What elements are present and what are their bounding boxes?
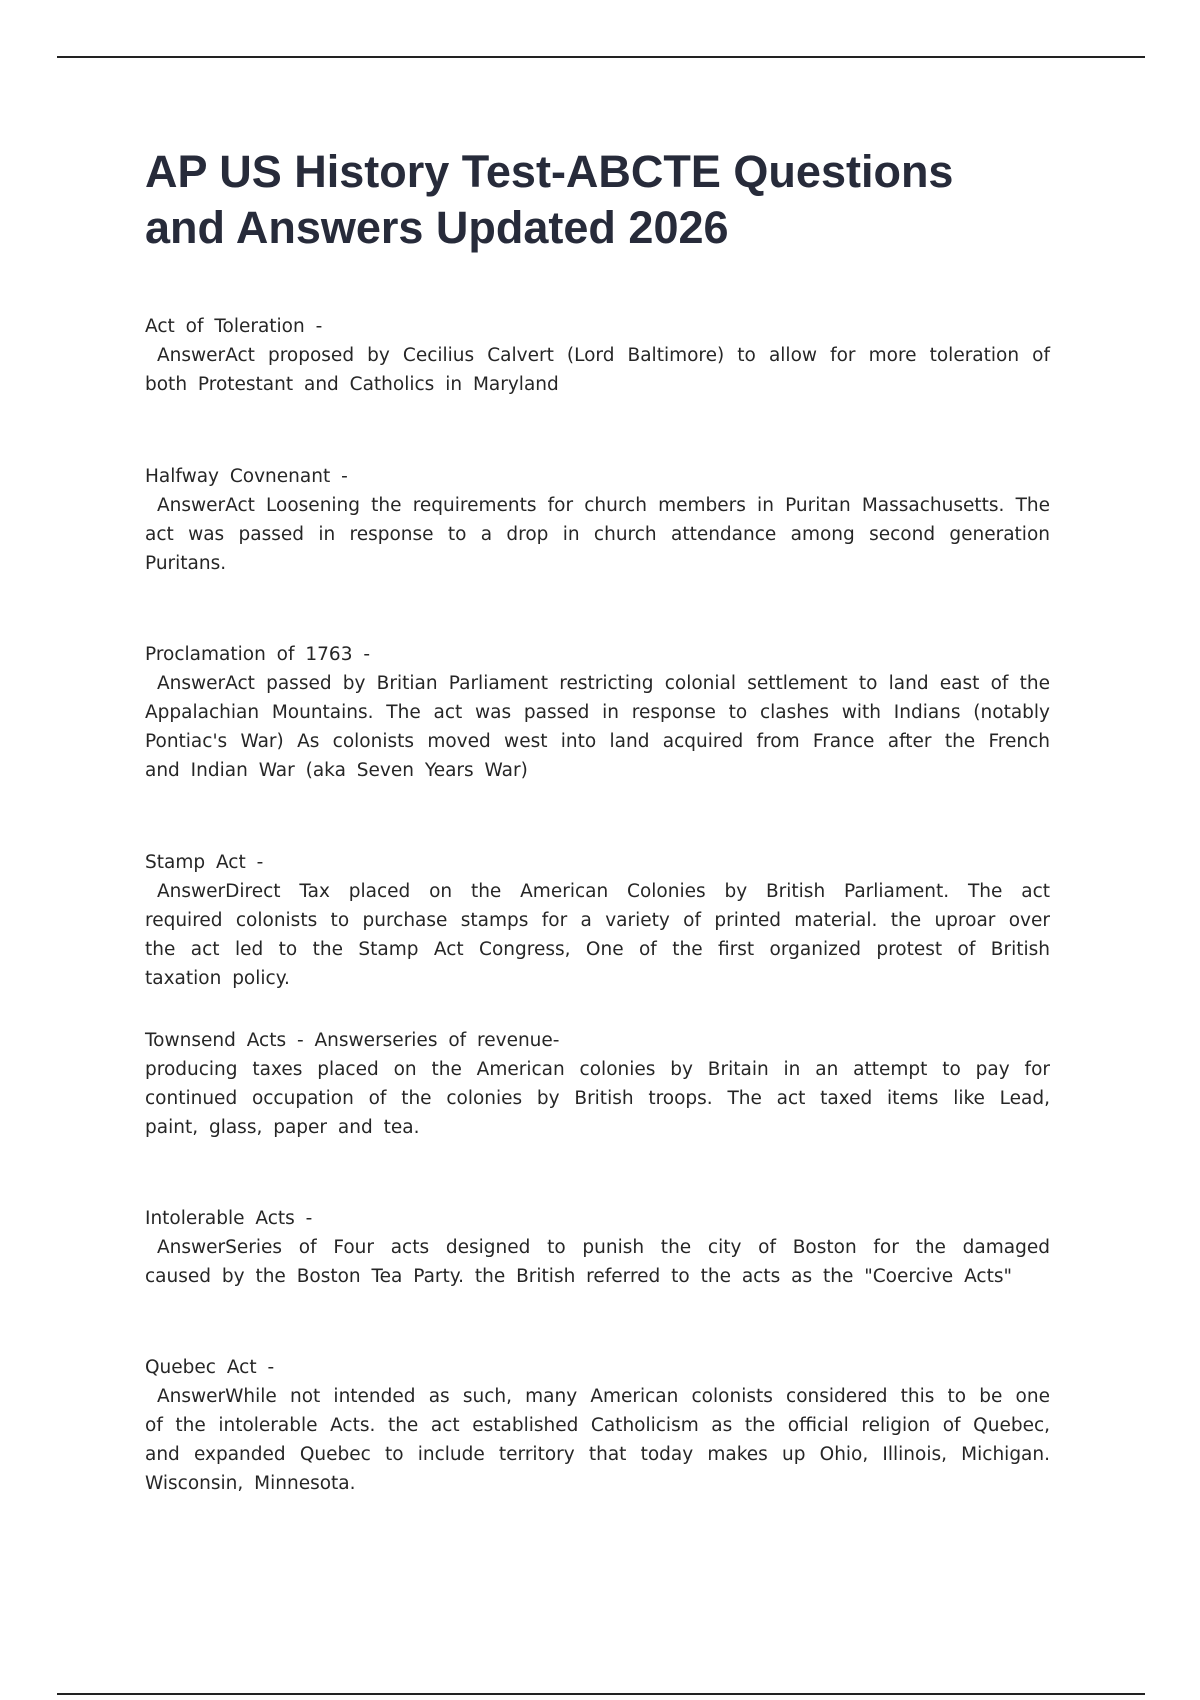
page-title: AP US History Test-ABCTE Questions and Answers Updated 2026 <box>145 146 954 253</box>
entry-halfway-covenant <box>145 462 1050 578</box>
entry-quebec-act <box>145 1353 1050 1498</box>
bottom-divider <box>57 1693 1145 1695</box>
entry-stamp-act <box>145 848 1050 993</box>
entry-answer: AnswerAct Loosening the requirements for church members in Puritan Massachusetts. The act was passed in response to a drop in church attendance among second generation Puritans. <box>145 495 1050 574</box>
entry-term: Act of Toleration - <box>145 316 323 337</box>
top-divider <box>57 56 1145 58</box>
entry-term: Townsend Acts - Answerseries of revenue- <box>145 1030 560 1051</box>
entry-answer: AnswerSeries of Four acts designed to punish the city of Boston for the damaged caused by the Boston Tea Party. the British referred to the acts as the "Coercive Acts" <box>145 1237 1050 1287</box>
entry-answer: AnswerAct passed by Britian Parliament restricting colonial settlement to land east of the Appalachian Mountains. The act was passed in response to clashes with Indians (notably Pontiac's War) As colonists moved west into land acquired from France after the French and Indian War (aka Seven Years War) <box>145 673 1050 781</box>
entry-proclamation-of-1763 <box>145 640 1050 785</box>
entry-intolerable-acts <box>145 1204 1050 1291</box>
entry-term: Stamp Act - <box>145 852 264 873</box>
entry-term: Intolerable Acts - <box>145 1208 313 1229</box>
entry-answer: AnswerAct proposed by Cecilius Calvert (Lord Baltimore) to allow for more toleration of both Protestant and Catholics in Maryland <box>145 345 1050 395</box>
entry-answer: AnswerDirect Tax placed on the American Colonies by British Parliament. The act required colonists to purchase stamps for a variety of printed material. the uproar over the act led to the Stamp Act Congress, One of the first organized protest of British taxation policy. <box>145 881 1050 989</box>
entry-townsend-acts <box>145 1026 1050 1142</box>
entry-term: Quebec Act - <box>145 1357 275 1378</box>
entry-answer: AnswerWhile not intended as such, many American colonists considered this to be one of the intolerable Acts. the act established Catholicism as the official religion of Quebec, and expanded Quebec to include territory that today makes up Ohio, Illinois, Michigan. Wisconsin, Minnesota. <box>145 1386 1050 1494</box>
entry-answer: producing taxes placed on the American colonies by Britain in an attempt to pay for continued occupation of the colonies by British troops. The act taxed items like Lead, paint, glass, paper and tea. <box>145 1059 1050 1138</box>
entry-act-of-toleration <box>145 312 1050 399</box>
entry-term: Proclamation of 1763 - <box>145 644 371 665</box>
entry-term: Halfway Covnenant - <box>145 466 348 487</box>
